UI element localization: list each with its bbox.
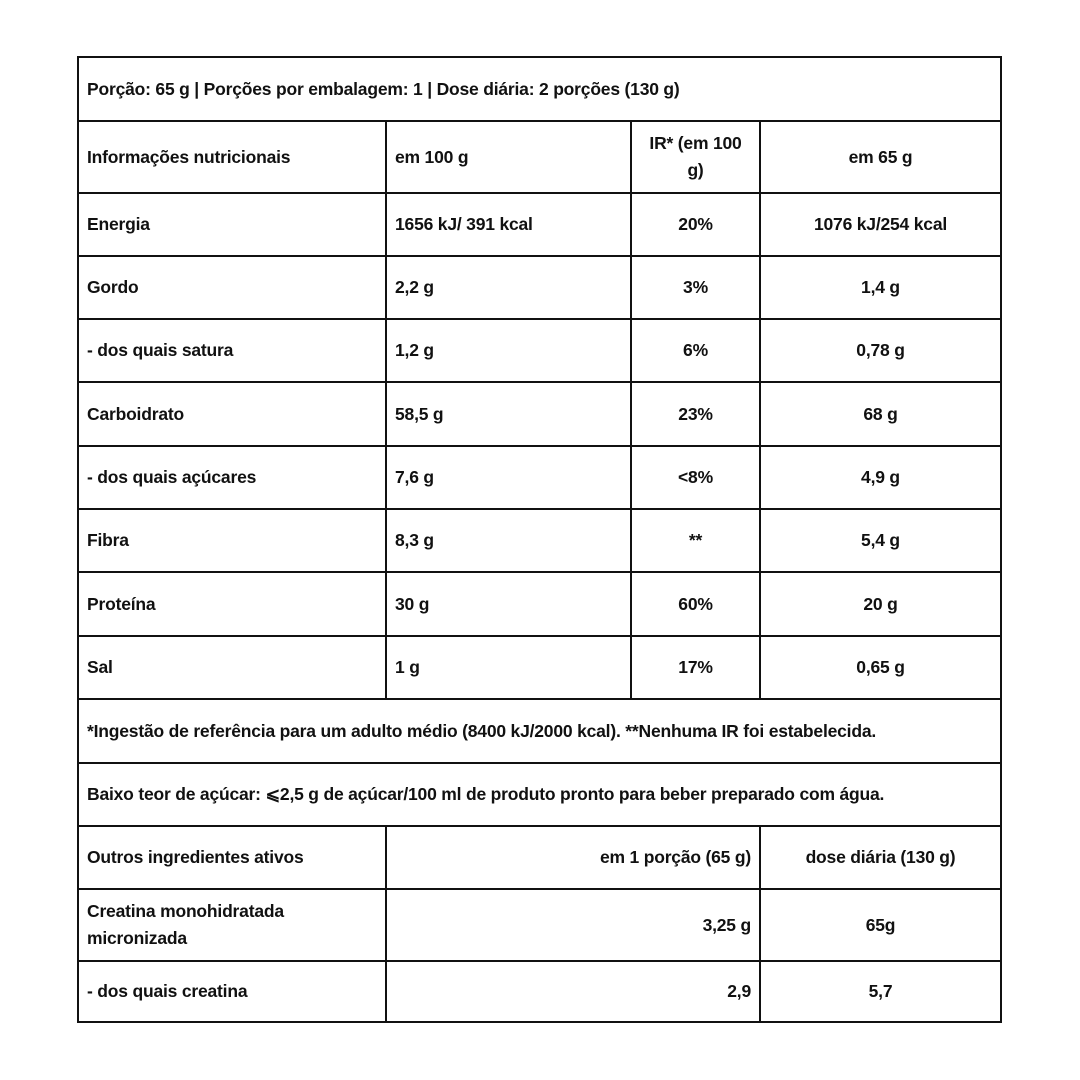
reference-intake: 23%	[630, 383, 759, 445]
footnote: *Ingestão de referência para um adulto médio (8400 kJ/2000 kcal). **Nenhuma IR foi estabelecida.	[87, 720, 877, 741]
value-per-100g: 1 g	[385, 637, 630, 698]
table-row	[79, 192, 1000, 255]
value-per-serving: 5,4 g	[759, 510, 1000, 571]
footnote-row	[79, 698, 1000, 762]
other-table-row	[79, 888, 1000, 960]
value-per-100g: 58,5 g	[385, 383, 630, 445]
value-per-100g: 1,2 g	[385, 320, 630, 381]
value-per-100g: 8,3 g	[385, 510, 630, 571]
column-header-row	[79, 120, 1000, 192]
nutrient-name: Energia	[87, 214, 150, 234]
value-per-100g: 1656 kJ/ 391 kcal	[385, 194, 630, 255]
nutrient-name: Carboidrato	[87, 403, 184, 424]
column-header: em 100 g	[385, 122, 630, 192]
value-per-serving: 0,65 g	[759, 637, 1000, 698]
value-per-100g: 7,6 g	[385, 447, 630, 508]
amount-daily-dose: 65g	[759, 890, 1000, 960]
other-column-header: dose diária (130 g)	[759, 827, 1000, 888]
claim-row	[79, 762, 1000, 825]
other-table-row	[79, 960, 1000, 1021]
column-header: IR* (em 100 g)	[630, 122, 759, 192]
other-column-header: em 1 porção (65 g)	[385, 827, 759, 888]
reference-intake: 6%	[630, 320, 759, 381]
reference-intake: 3%	[630, 257, 759, 318]
value-per-serving: 4,9 g	[759, 447, 1000, 508]
ingredient-name: Creatina monohidratada micronizada	[87, 901, 284, 948]
nutrient-name: Fibra	[87, 530, 129, 550]
nutrient-name: Sal	[87, 657, 113, 677]
amount-per-serving: 2,9	[385, 962, 759, 1021]
table-row	[79, 508, 1000, 571]
nutrient-name: - dos quais satura	[87, 340, 234, 360]
value-per-serving: 1076 kJ/254 kcal	[759, 194, 1000, 255]
value-per-100g: 30 g	[385, 573, 630, 635]
amount-per-serving: 3,25 g	[385, 890, 759, 960]
sugar-claim: Baixo teor de açúcar: ⩽2,5 g de açúcar/100 ml de produto pronto para beber preparado com água.	[87, 784, 885, 804]
other-column-header: Outros ingredientes ativos	[87, 847, 304, 867]
table-row	[79, 445, 1000, 508]
value-per-serving: 68 g	[759, 383, 1000, 445]
serving-info: Porção: 65 g | Porções por embalagem: 1 | Dose diária: 2 porções (130 g)	[87, 78, 680, 99]
nutrient-name: Gordo	[87, 277, 139, 297]
value-per-serving: 0,78 g	[759, 320, 1000, 381]
value-per-serving: 20 g	[759, 573, 1000, 635]
column-header: Informações nutricionais	[87, 146, 291, 167]
reference-intake: 20%	[630, 194, 759, 255]
nutrient-name: - dos quais açúcares	[87, 467, 257, 487]
table-row	[79, 571, 1000, 635]
reference-intake: 60%	[630, 573, 759, 635]
amount-daily-dose: 5,7	[759, 962, 1000, 1021]
reference-intake: **	[630, 510, 759, 571]
serving-header-row	[79, 58, 1000, 120]
nutrient-name: Proteína	[87, 593, 156, 614]
reference-intake: 17%	[630, 637, 759, 698]
table-row	[79, 255, 1000, 318]
value-per-serving: 1,4 g	[759, 257, 1000, 318]
column-header: em 65 g	[759, 122, 1000, 192]
reference-intake: <8%	[630, 447, 759, 508]
table-row	[79, 635, 1000, 698]
other-header-row	[79, 825, 1000, 888]
table-row	[79, 318, 1000, 381]
nutrition-table	[77, 56, 1002, 1023]
table-row	[79, 381, 1000, 445]
ingredient-name: - dos quais creatina	[87, 981, 248, 1001]
value-per-100g: 2,2 g	[385, 257, 630, 318]
